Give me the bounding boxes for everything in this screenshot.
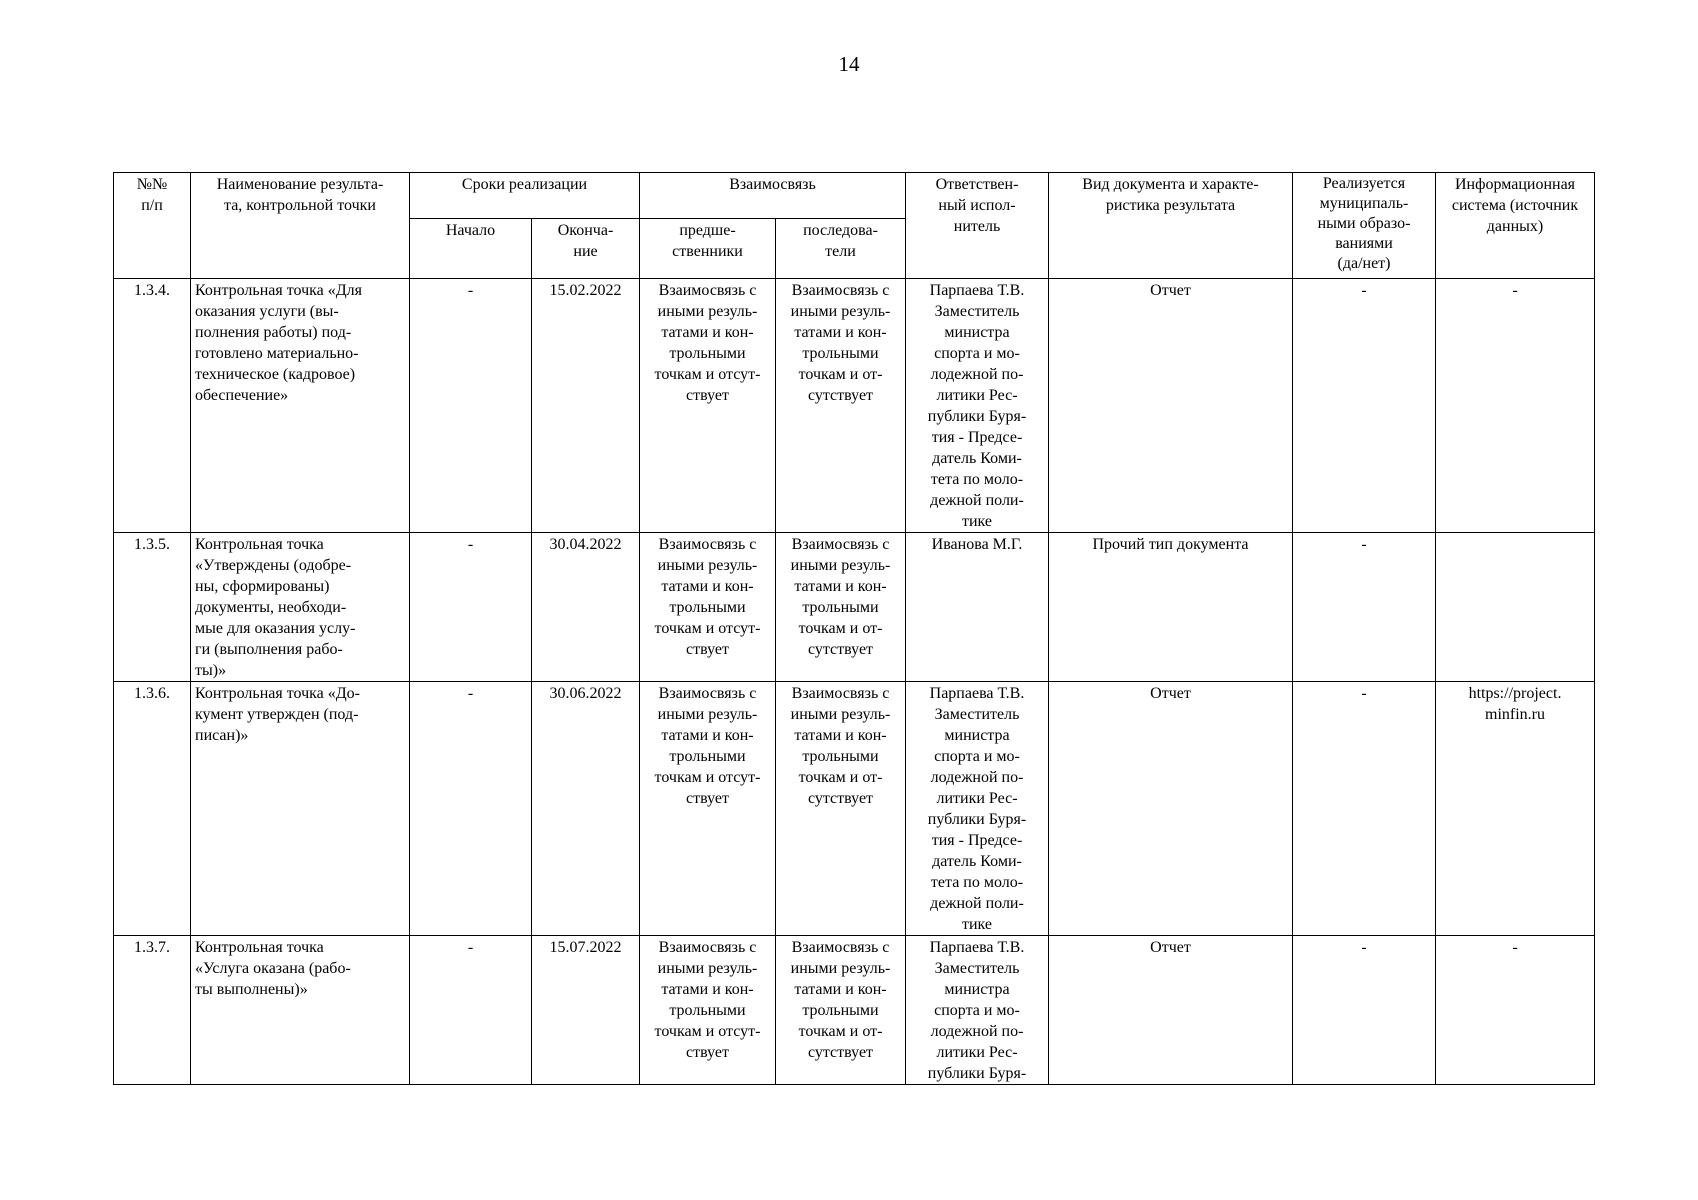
- text-line: спорта и мо-: [934, 1002, 1020, 1019]
- text-line: публики Буря-: [927, 811, 1027, 828]
- cell-doc-type: Прочий тип документа: [1049, 533, 1293, 682]
- text-line: сутствует: [807, 641, 874, 658]
- text-line: ги (выполнения рабо-: [195, 641, 343, 658]
- text-line: лодежной по-: [930, 769, 1024, 786]
- text-line: Заместитель: [934, 303, 1020, 320]
- text-line: Парпаева Т.В.: [929, 939, 1025, 956]
- cell-name: [191, 682, 410, 936]
- text-line: трольными: [669, 1002, 746, 1019]
- text-line: Взаимосвязь с: [658, 939, 757, 956]
- text-line: ный испол-: [938, 197, 1016, 214]
- text-line: публики Буря-: [927, 1065, 1027, 1082]
- text-line: министра: [944, 727, 1010, 744]
- text-line: «Утверждены (одобре-: [195, 557, 352, 574]
- text-line: министра: [944, 324, 1010, 341]
- text-line: тия - Предсе-: [931, 832, 1023, 849]
- text-line: Контрольная точка «Для: [195, 282, 363, 299]
- cell-end: 15.07.2022: [532, 936, 640, 1085]
- cell-responsible: [906, 936, 1049, 1085]
- text-line: литики Рес-: [936, 1044, 1018, 1061]
- text-line: Взаимосвязь с: [791, 536, 890, 553]
- header-info-system: [1436, 173, 1595, 279]
- cell-successors: [776, 533, 906, 682]
- text-line: -: [1512, 939, 1518, 956]
- text-line: лодежной по-: [930, 1023, 1024, 1040]
- text-line: ты)»: [195, 662, 227, 679]
- cell-successors: [776, 279, 906, 533]
- text-line: сутствует: [807, 387, 874, 404]
- text-line: датель Коми-: [932, 450, 1022, 467]
- cell-municipal: -: [1293, 936, 1436, 1085]
- cell-predecessors: [640, 682, 776, 936]
- header-num: [114, 173, 191, 279]
- header-responsible: [906, 173, 1049, 279]
- text-line: Оконча-: [557, 222, 614, 239]
- cell-start: -: [410, 533, 532, 682]
- cell-start: -: [410, 936, 532, 1085]
- text-line: (да/нет): [1337, 255, 1391, 272]
- text-line: татами и кон-: [794, 727, 887, 744]
- text-line: ствует: [686, 387, 729, 404]
- text-line: ственники: [672, 243, 743, 260]
- text-line: трольными: [802, 1002, 879, 1019]
- text-line: ными образо-: [1317, 215, 1411, 232]
- cell-info-system: [1436, 279, 1595, 533]
- text-line: кумент утвержден (под-: [195, 706, 359, 723]
- text-line: тике: [961, 513, 993, 530]
- text-line: татами и кон-: [794, 981, 887, 998]
- text-line: полнения работы) под-: [195, 324, 352, 341]
- text-line: ствует: [686, 641, 729, 658]
- cell-name: [191, 936, 410, 1085]
- cell-start: -: [410, 682, 532, 936]
- text-line: minfin.ru: [1485, 706, 1545, 723]
- text-line: №№: [136, 176, 168, 193]
- cell-doc-type: Отчет: [1049, 279, 1293, 533]
- text-line: Ответствен-: [935, 176, 1019, 193]
- text-line: Иванова М.Г.: [931, 536, 1023, 553]
- text-line: литики Рес-: [936, 387, 1018, 404]
- text-line: ристика результата: [1105, 197, 1236, 214]
- text-line: иными резуль-: [790, 960, 891, 977]
- text-line: тета по моло-: [930, 471, 1024, 488]
- cell-start: -: [410, 279, 532, 533]
- text-line: предше-: [679, 222, 736, 239]
- text-line: иными резуль-: [657, 706, 758, 723]
- text-line: система (источник: [1451, 197, 1579, 214]
- text-line: Вид документа и характе-: [1082, 176, 1259, 193]
- control-points-table: [113, 172, 1595, 1085]
- text-line: мые для оказания услу-: [195, 620, 356, 637]
- table-row: [114, 682, 1595, 936]
- text-line: тия - Предсе-: [931, 429, 1023, 446]
- text-line: дежной поли-: [930, 895, 1024, 912]
- text-line: тели: [825, 243, 856, 260]
- text-line: обеспечение»: [195, 387, 289, 404]
- text-line: татами и кон-: [794, 578, 887, 595]
- text-line: Взаимосвязь с: [791, 282, 890, 299]
- text-line: Взаимосвязь с: [658, 282, 757, 299]
- text-line: Информационная: [1454, 176, 1576, 193]
- text-line: Наименование результа-: [216, 176, 384, 193]
- text-line: иными резуль-: [657, 557, 758, 574]
- text-line: сутствует: [807, 1044, 874, 1061]
- table-header: [114, 173, 1595, 279]
- cell-doc-type: Отчет: [1049, 682, 1293, 936]
- text-line: иными резуль-: [790, 706, 891, 723]
- text-line: -: [1512, 282, 1518, 299]
- text-line: документы, необходи-: [195, 599, 347, 616]
- cell-responsible: [906, 682, 1049, 936]
- text-line: спорта и мо-: [934, 748, 1020, 765]
- cell-predecessors: [640, 279, 776, 533]
- header-relation: Взаимосвязь: [640, 173, 906, 219]
- text-line: иными резуль-: [657, 960, 758, 977]
- cell-doc-type: Отчет: [1049, 936, 1293, 1085]
- text-line: данных): [1486, 218, 1544, 235]
- text-line: писан)»: [195, 727, 249, 744]
- text-line: литики Рес-: [936, 790, 1018, 807]
- text-line: точкам и отсут-: [654, 769, 761, 786]
- text-line: ствует: [686, 1044, 729, 1061]
- cell-num: 1.3.4.: [114, 279, 191, 533]
- text-line: ты выполнены)»: [195, 981, 308, 998]
- text-line: ваниями: [1335, 235, 1393, 252]
- cell-end: 15.02.2022: [532, 279, 640, 533]
- cell-num: 1.3.6.: [114, 682, 191, 936]
- table-row: [114, 533, 1595, 682]
- cell-info-system[interactable]: [1436, 682, 1595, 936]
- text-line: муниципаль-: [1319, 195, 1409, 212]
- text-line: Парпаева Т.В.: [929, 282, 1025, 299]
- cell-end: 30.06.2022: [532, 682, 640, 936]
- text-line: иными резуль-: [790, 557, 891, 574]
- cell-name: [191, 279, 410, 533]
- text-line: та, контрольной точки: [224, 197, 376, 214]
- text-line: татами и кон-: [661, 578, 754, 595]
- text-line: татами и кон-: [661, 324, 754, 341]
- text-line: техническое (кадровое): [195, 366, 356, 383]
- text-line: Контрольная точка: [195, 939, 324, 956]
- text-line: п/п: [141, 197, 163, 214]
- text-line: лодежной по-: [930, 366, 1024, 383]
- text-line: Заместитель: [934, 960, 1020, 977]
- text-line: https://project.: [1468, 685, 1562, 702]
- cell-name: [191, 533, 410, 682]
- text-line: публики Буря-: [927, 408, 1027, 425]
- text-line: Реализуется: [1322, 175, 1406, 192]
- text-line: трольными: [669, 345, 746, 362]
- text-line: татами и кон-: [661, 981, 754, 998]
- text-line: трольными: [669, 599, 746, 616]
- text-line: татами и кон-: [661, 727, 754, 744]
- text-line: точкам и от-: [798, 769, 883, 786]
- text-line: готовлено материально-: [195, 345, 359, 362]
- header-start: Начало: [410, 219, 532, 279]
- header-name: [191, 173, 410, 279]
- cell-predecessors: [640, 936, 776, 1085]
- cell-num: 1.3.5.: [114, 533, 191, 682]
- cell-municipal: -: [1293, 682, 1436, 936]
- cell-num: 1.3.7.: [114, 936, 191, 1085]
- cell-responsible: [906, 279, 1049, 533]
- text-line: Взаимосвязь с: [791, 685, 890, 702]
- text-line: Заместитель: [934, 706, 1020, 723]
- text-line: трольными: [802, 599, 879, 616]
- header-doc-type: [1049, 173, 1293, 279]
- table-body: [114, 279, 1595, 1085]
- text-line: тета по моло-: [930, 874, 1024, 891]
- table-row: [114, 936, 1595, 1085]
- text-line: датель Коми-: [932, 853, 1022, 870]
- text-line: оказания услуги (вы-: [195, 303, 339, 320]
- text-line: ние: [573, 243, 598, 260]
- text-line: Контрольная точка «До-: [195, 685, 361, 702]
- text-line: дежной поли-: [930, 492, 1024, 509]
- header-municipal: [1293, 173, 1436, 279]
- table-row: [114, 279, 1595, 533]
- text-line: Взаимосвязь с: [658, 536, 757, 553]
- text-line: трольными: [669, 748, 746, 765]
- cell-successors: [776, 682, 906, 936]
- text-line: последова-: [803, 222, 878, 239]
- cell-successors: [776, 936, 906, 1085]
- page-number: 14: [838, 52, 860, 76]
- text-line: Контрольная точка: [195, 536, 324, 553]
- cell-municipal: -: [1293, 279, 1436, 533]
- cell-end: 30.04.2022: [532, 533, 640, 682]
- text-line: точкам и от-: [798, 366, 883, 383]
- text-line: Взаимосвязь с: [791, 939, 890, 956]
- text-line: татами и кон-: [794, 324, 887, 341]
- header-successors: [776, 219, 906, 279]
- cell-municipal: -: [1293, 533, 1436, 682]
- text-line: сутствует: [807, 790, 874, 807]
- text-line: трольными: [802, 345, 879, 362]
- cell-responsible: [906, 533, 1049, 682]
- text-line: точкам и отсут-: [654, 620, 761, 637]
- text-line: спорта и мо-: [934, 345, 1020, 362]
- text-line: Взаимосвязь с: [658, 685, 757, 702]
- text-line: иными резуль-: [790, 303, 891, 320]
- text-line: тике: [961, 916, 993, 933]
- text-line: иными резуль-: [657, 303, 758, 320]
- text-line: «Услуга оказана (рабо-: [195, 960, 351, 977]
- header-predecessors: [640, 219, 776, 279]
- text-line: ствует: [686, 790, 729, 807]
- header-terms: Сроки реализации: [410, 173, 640, 219]
- text-line: Парпаева Т.В.: [929, 685, 1025, 702]
- text-line: точкам и от-: [798, 1023, 883, 1040]
- text-line: нитель: [953, 218, 1001, 235]
- cell-info-system: [1436, 936, 1595, 1085]
- text-line: точкам и отсут-: [654, 1023, 761, 1040]
- text-line: ны, сформированы): [195, 578, 330, 595]
- text-line: точкам и отсут-: [654, 366, 761, 383]
- text-line: министра: [944, 981, 1010, 998]
- cell-info-system: [1436, 533, 1595, 682]
- text-line: точкам и от-: [798, 620, 883, 637]
- cell-predecessors: [640, 533, 776, 682]
- header-end: [532, 219, 640, 279]
- text-line: трольными: [802, 748, 879, 765]
